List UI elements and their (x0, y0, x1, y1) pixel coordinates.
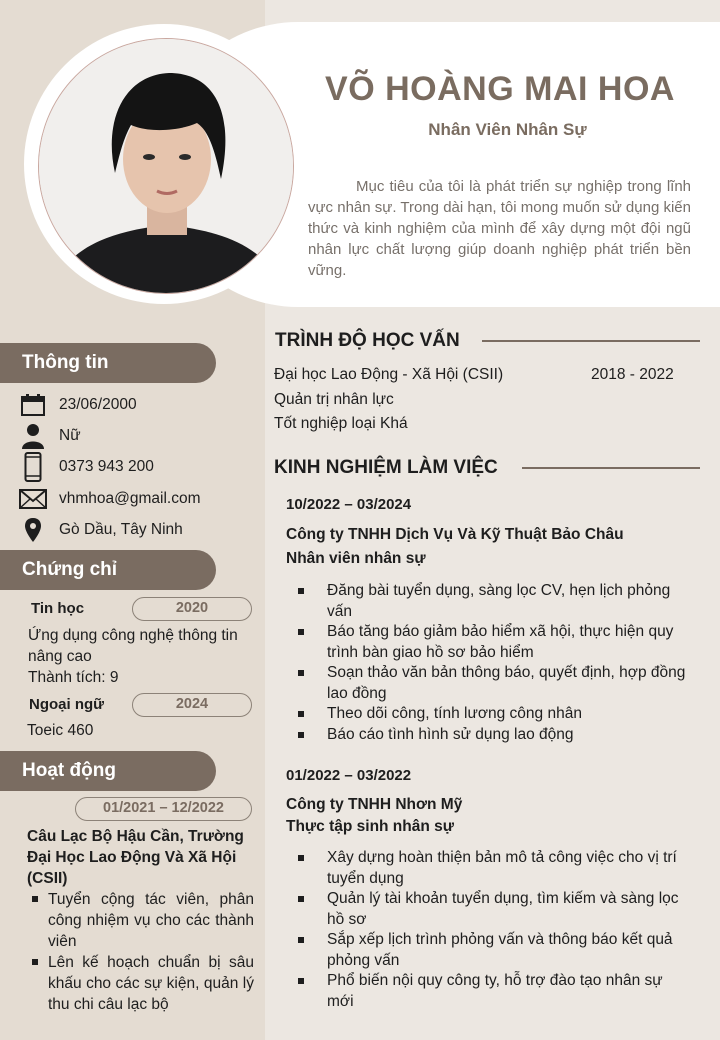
gender-row (18, 423, 81, 449)
cert-detail: Thành tích: 9 (28, 669, 119, 686)
list-item: Soạn thảo văn bản thông báo, quyết định, hợp đồng lao đồng (286, 663, 690, 704)
graduation-grade: Tốt nghiệp loại Khá (274, 415, 408, 432)
study-years: 2018 - 2022 (591, 366, 674, 383)
list-item: Đăng bài tuyển dụng, sàng lọc CV, hẹn lịch phỏng vấn (286, 581, 690, 622)
section-divider (482, 340, 700, 342)
job-period: 01/2022 – 03/2022 (286, 767, 412, 784)
list-item: Báo cáo tình hình sử dụng lao động (286, 725, 690, 746)
info-heading: Thông tin (0, 343, 216, 383)
birthdate-text: 23/06/2000 (59, 396, 137, 413)
job-company: Công ty TNHH Dịch Vụ Và Kỹ Thuật Bảo Châu (286, 526, 624, 543)
job-period: 10/2022 – 03/2024 (286, 496, 412, 513)
job-task-list (286, 848, 690, 1012)
job-task-list (286, 581, 690, 745)
calendar-icon (18, 392, 48, 418)
phone-icon (18, 454, 48, 480)
birthdate-row (18, 392, 137, 418)
envelope-icon (18, 486, 48, 512)
job-company: Công ty TNHH Nhơn Mỹ (286, 796, 463, 813)
activity-list (28, 889, 254, 1015)
phone-text: 0373 943 200 (59, 458, 154, 475)
certificates-heading: Chứng chỉ (0, 550, 216, 590)
activities-heading: Hoạt động (0, 751, 216, 791)
activity-period: 01/2021 – 12/2022 (75, 797, 252, 821)
cert-detail: Toeic 460 (27, 722, 94, 739)
list-item: Phổ biến nội quy công ty, hỗ trợ đào tạo nhân sự mới (286, 971, 690, 1012)
education-heading: TRÌNH ĐỘ HỌC VẤN (275, 330, 460, 351)
list-item: Xây dựng hoàn thiện bản mô tả công việc cho vị trí tuyển dụng (286, 848, 690, 889)
person-icon (18, 423, 48, 449)
cert-detail: Ứng dụng công nghệ thông tin nâng cao (28, 627, 238, 665)
candidate-name: VÕ HOÀNG MAI HOA (325, 70, 675, 108)
job-role: Thực tập sinh nhân sự (286, 818, 454, 835)
list-item: Báo tăng báo giảm bảo hiểm xã hội, thực hiện quy trình bàn giao hồ sơ bảo hiểm (286, 622, 690, 663)
cert-year: 2024 (132, 693, 252, 717)
list-item: Tuyển cộng tác viên, phân công nhiệm vụ cho các thành viên (28, 889, 254, 952)
phone-row (18, 454, 154, 480)
cert-name: Tin học (31, 600, 85, 617)
section-divider (522, 467, 700, 469)
job-role: Nhân viên nhân sự (286, 550, 426, 567)
cert-name: Ngoại ngữ (29, 696, 105, 713)
career-objective: Mục tiêu của tôi là phát triển sự nghiệp trong lĩnh vực nhân sự. Trong dài hạn, tôi mong muốn sử dụng kiến thức và kinh nghiệm của mình để xây dựng một đội ngũ nhân lực chất lượng giúp doanh nghiệp phát triển bền vững. (308, 178, 691, 279)
job-title: Nhân Viên Nhân Sự (428, 120, 587, 139)
cert-year: 2020 (132, 597, 252, 621)
activity-organization: Câu Lạc Bộ Hậu Cần, Trường Đại Học Lao Động Và Xã Hội (CSII) (27, 828, 244, 887)
address-row (18, 517, 183, 543)
email-row (18, 486, 201, 512)
address-text: Gò Dầu, Tây Ninh (59, 521, 183, 538)
gender-text: Nữ (59, 427, 81, 444)
list-item: Lên kế hoạch chuẩn bị sâu khấu cho các sự kiện, quản lý thu chi câu lạc bộ (28, 952, 254, 1015)
experience-heading: KINH NGHIỆM LÀM VIỆC (274, 457, 498, 478)
list-item: Quản lý tài khoản tuyển dụng, tìm kiếm và sàng lọc hồ sơ (286, 889, 690, 930)
email-text: vhmhoa@gmail.com (59, 490, 201, 507)
school-name: Đại học Lao Động - Xã Hội (CSII) (274, 366, 504, 383)
major: Quản trị nhân lực (274, 391, 394, 408)
list-item: Sắp xếp lịch trình phỏng vấn và thông báo kết quả phỏng vấn (286, 930, 690, 971)
profile-photo (38, 38, 294, 294)
location-pin-icon (18, 517, 48, 543)
list-item: Theo dõi công, tính lương công nhân (286, 704, 690, 725)
